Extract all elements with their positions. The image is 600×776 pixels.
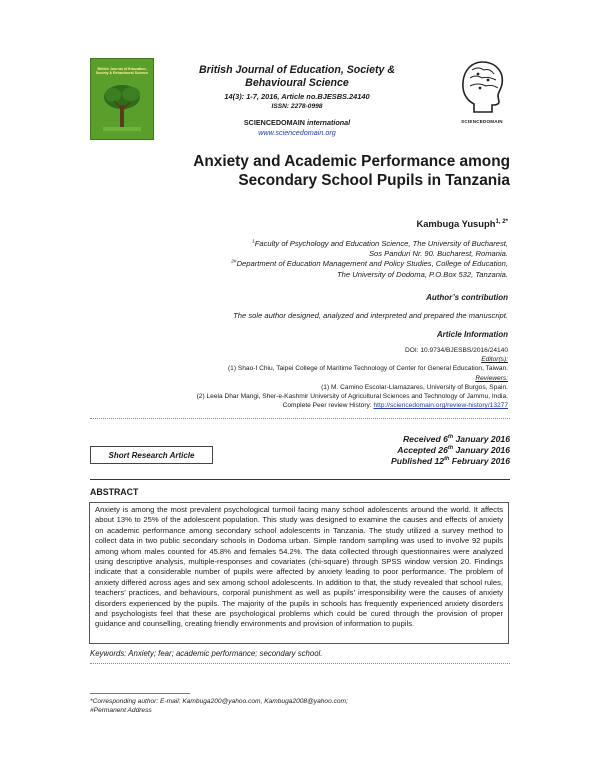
article-info <box>90 346 508 410</box>
keywords-divider <box>90 663 510 664</box>
received-date: Received 6th January 2016 <box>402 434 510 444</box>
publisher-prefix: SCIENCEDOMAIN <box>243 118 305 127</box>
divider <box>90 418 510 419</box>
publisher-suffix: international <box>306 118 351 127</box>
permanent-address-note: #Permanent Address <box>90 707 152 714</box>
affiliation-1-line2: Sos Panduri Nr. 90. Bucharest, Romania. <box>368 249 508 259</box>
affiliation-2-sup: 2# <box>231 259 237 265</box>
reviewer-1: (1) M. Camino Escolar-Llamazares, University of Burgos, Spain. <box>321 383 508 391</box>
article-info-heading: Article Information <box>436 330 508 339</box>
abstract-text: Anxiety is among the most prevalent psychological turmoil facing many school adolescents around the world. It affects about 13% to 25% of the adolescent population. This study was designed to examine the causes and effects of anxiety on academic performance among secondary school adolescents in Tanzania. The study utilized a survey method to collect data in two public secondary schools in Dodoma urban. Simple random sampling was used to involve 92 pupils among whom males counted for 45.8% and females 54.2%. The data collected through questionnaires were analyzed using descriptive analysis, multiple-responses and covariates (chi-square) through SPSS window version 20. Findings indicate that a considerable number of pupils were affected by anxiety leading to poor performance. The problem of anxiety differed across ages and sex among school adolescents. In addition to that, the study revealed that school rules, teachers’ practices, and behaviours, corporal punishment as well as pupils’ irresponsibility were the causes of anxiety disorders experienced by the pupils. The majority of the pupils in schools has frequently experienced anxiety disorders and psychologists feel that these are psychological problems which could be cured through the provision of proper guidance and counselling, creating friendly environments and provision of information to pupils. <box>95 505 503 629</box>
article-title <box>90 152 510 190</box>
editor-1: (1) Shao-I Chiu, Taipei College of Maritime Technology of Center for General Education, Taiwan. <box>227 365 508 373</box>
abstract-heading: ABSTRACT <box>90 487 139 497</box>
cover-title: British Journal of Education, Society & Behavioural Science <box>95 67 149 76</box>
sciencedomain-logo <box>452 58 512 122</box>
article-title-line1: Anxiety and Academic Performance among <box>193 153 510 170</box>
affiliation-2-line2: The University of Dodoma, P.O.Box 532, Tanzania. <box>337 269 508 279</box>
reviewer-2: (2) Leela Dhar Mangi, Sher-e-Kashmir University of Agricultural Sciences and Technology of Jammu, India. <box>196 393 508 401</box>
abstract-top-rule <box>90 479 510 480</box>
journal-name-line2: Behavioural Science <box>245 77 349 89</box>
published-date: Published 12th February 2016 <box>391 456 510 466</box>
contribution-heading: Author’s contribution <box>426 293 508 302</box>
author-affil-sup: 1, 2* <box>495 217 508 225</box>
publisher-website-link[interactable]: www.sciencedomain.org <box>258 128 336 137</box>
journal-name-line1: British Journal of Education, Society & <box>198 64 395 76</box>
doi: DOI: 10.9734/BJESBS/2016/24140 <box>404 347 508 354</box>
reviewers-label: Reviewers: <box>475 374 508 382</box>
dates <box>300 434 510 467</box>
affiliations <box>90 239 508 280</box>
corresponding-author: *Corresponding author: E-mail: Kambuga200@yahoo.com, Kambuga2008@yahoo.com; <box>90 698 348 705</box>
journal-name <box>160 64 434 90</box>
abstract-box <box>89 502 509 644</box>
logo-caption: SCIENCEDOMAIN <box>461 119 503 124</box>
tree-icon <box>99 79 145 135</box>
author-name <box>90 218 508 230</box>
author-name-text: Kambuga Yusuph <box>416 218 496 229</box>
footnotes <box>90 697 510 715</box>
article-title-line2: Secondary School Pupils in Tanzania <box>238 172 510 189</box>
editors-label: Editor(s): <box>481 356 508 364</box>
journal-issn: ISSN: 2278-0998 <box>271 103 323 110</box>
head-silhouette-icon <box>452 58 512 114</box>
keywords: Keywords: Anxiety; fear; academic performance; secondary school. <box>90 649 323 658</box>
affiliation-1-line1: $^1$Faculty of Psychology and Education Science, The University of Bucharest, <box>251 239 508 248</box>
publisher-name <box>160 118 434 128</box>
affiliation-2-line1: $^{2\#}$Department of Education Management and Policy Studies, College of Education, <box>231 259 508 269</box>
contribution-text: The sole author designed, analyzed and interpreted and prepared the manuscript. <box>233 311 508 320</box>
article-type-badge: Short Research Article <box>90 446 213 464</box>
journal-cover-image <box>90 58 154 140</box>
review-history-link[interactable]: http://sciencedomain.org/review-history/13277 <box>373 402 508 410</box>
accepted-date: Accepted 26th January 2016 <box>397 445 510 455</box>
footnote-rule <box>90 693 190 694</box>
review-history: Complete Peer review History: http://sciencedomain.org/review-history/13277 <box>282 402 508 410</box>
affiliation-1-sup: 1 <box>251 239 255 245</box>
journal-citation: 14(3): 1-7, 2016, Article no.BJESBS.24140 <box>224 92 370 101</box>
